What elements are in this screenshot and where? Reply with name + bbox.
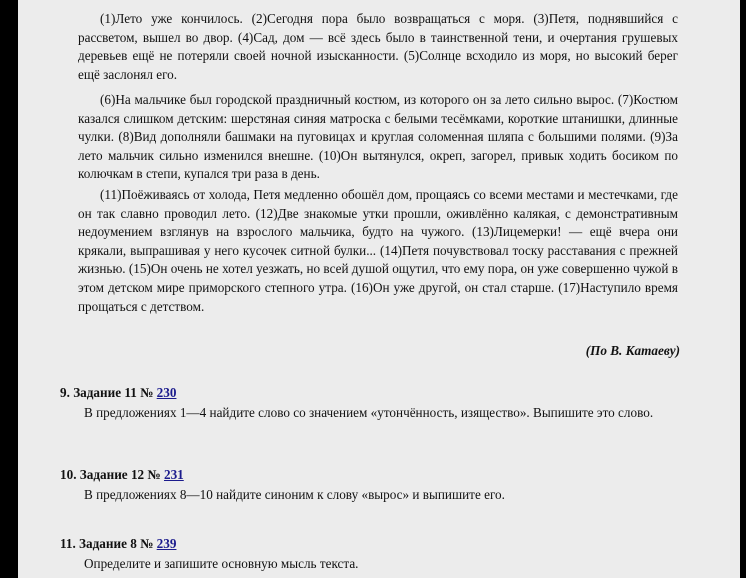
- task-link-230[interactable]: 230: [156, 385, 177, 400]
- task-title-11: [60, 536, 176, 552]
- task-body-9: В предложениях 1—4 найдите слово со значением «утончённость, изящество». Выпишите это слово.: [84, 405, 654, 420]
- task-body-10: В предложениях 8—10 найдите синоним к слову «вырос» и выпишите его.: [84, 487, 505, 502]
- document-page: [18, 0, 740, 578]
- text-paragraph-1: (1)Лето уже кончилось. (2)Сегодня пора было возвращаться с моря. (3)Петя, поднявшийся с рассветом, вышел во двор. (4)Сад, дом — всё здесь было в таинственной тени, и очертания грушевых деревьев ещё не потеряли своей ночной изысканности. (5)Солнце всходило из моря, но высокий берег ещё заслонял его.: [78, 11, 678, 82]
- task-title-9: [60, 385, 176, 401]
- task-prefix-10: 10. Задание 12 №: [60, 467, 164, 482]
- task-body-11: Определите и запишите основную мысль текста.: [84, 556, 359, 571]
- task-prefix-11: 11. Задание 8 №: [60, 536, 157, 551]
- text-paragraph-3: (11)Поёживаясь от холода, Петя медленно обошёл дом, прощаясь со всеми местами и местечками, где он так славно проводил лето. (12)Две знакомые утки прошли, оживлённо калякая, с демонстративным недоумением взглянув на взрослого мальчика, будто на чужого. (13)Лицемерки! — ещё вчера они крякали, выпрашивая у него кусочек ситной булки... (14)Петя почувствовал тоску расставания с прежней жизнью. (15)Он очень не хотел уезжать, но всей душой ощутил, что ему пора, он уже совершенно чужой в этом детском мире приморского степного утра. (16)Он уже другой, он стал старше. (17)Наступило время прощаться с детством.: [78, 187, 678, 314]
- text-paragraph-2: (6)На мальчике был городской праздничный костюм, из которого он за лето сильно вырос. (7)Костюм казался слишком детским: шерстяная синяя матроска с белыми тесёмками, короткие штанишки, длинные чулки. (8)Вид дополняли башмаки на пуговицах и круглая соломенная шляпа с большими полями. (9)За лето мальчик сильно изменился внешне. (10)Он вытянулся, окреп, загорел, привык ходить босиком по колючкам в степи, купался три раза в день.: [78, 92, 678, 182]
- task-link-239[interactable]: 239: [156, 536, 177, 551]
- author-attribution: (По В. Катаеву): [585, 343, 680, 358]
- task-prefix-9: 9. Задание 11 №: [60, 385, 157, 400]
- task-title-10: [60, 467, 184, 483]
- task-link-231[interactable]: 231: [163, 467, 184, 482]
